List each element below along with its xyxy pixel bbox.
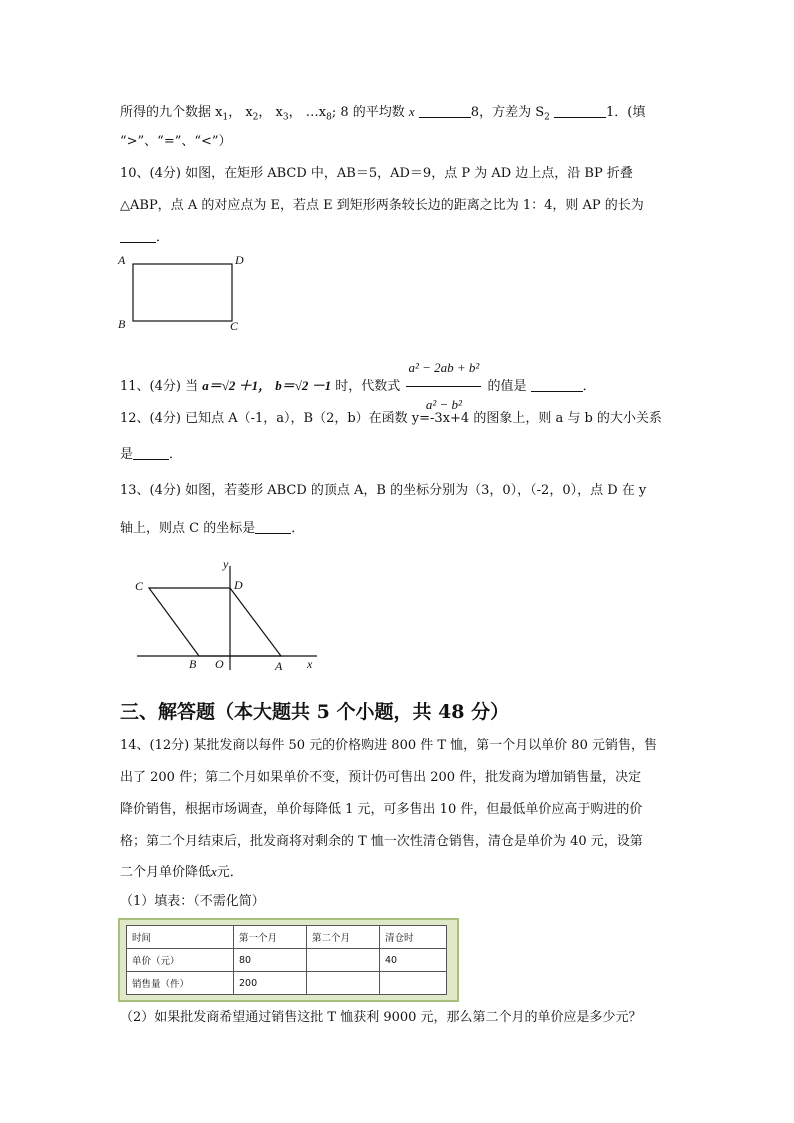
q13-end: ． (291, 521, 305, 536)
q9-sub3: 3 (282, 112, 289, 123)
q12-pre: 是 (120, 447, 134, 462)
q11-post: 的值是 (487, 379, 527, 394)
q9-mean-symbol: x (408, 104, 415, 119)
q14-line5-post: 元． (216, 865, 243, 880)
q11-b-expr: b＝√2 －1 (275, 378, 332, 393)
table-cell-input[interactable] (307, 949, 380, 972)
q9-sub2: 2 (252, 112, 259, 123)
q10-blank[interactable] (120, 228, 156, 243)
q12-blank[interactable] (133, 445, 169, 460)
q9-line1 (120, 102, 645, 128)
rhombus-abcd (149, 588, 281, 656)
table-row (127, 972, 447, 995)
q14-line3: 降价销售，根据市场调查，单价每降低 1 元，可多售出 10 件，但最低单价应高于购进的价 (120, 802, 643, 817)
table-row (127, 949, 447, 972)
label-d: D (235, 253, 244, 267)
q9-text-c1: ， x (228, 105, 253, 120)
label-b: B (189, 657, 197, 671)
table-cell-input[interactable] (307, 972, 380, 995)
q11-mid: 时，代数式 (335, 379, 401, 394)
label-d: D (234, 578, 243, 592)
label-o: O (215, 657, 224, 671)
q10-line3 (120, 228, 169, 248)
q11-blank[interactable] (531, 377, 583, 392)
q9-sub-s: 2 (544, 112, 550, 123)
label-x: x (307, 657, 313, 671)
label-y: y (223, 557, 229, 571)
q9-sub8: 8 (326, 112, 332, 123)
q14-line4: 格；第二个月结束后，批发商将对剩余的 T 恤一次性清仓销售，清仓是单价为 40 元，设第 (120, 834, 643, 849)
label-a: A (275, 659, 283, 673)
q9-blank-1[interactable] (419, 103, 471, 118)
q13-blank[interactable] (255, 519, 291, 534)
q11-denominator: a² − b² (425, 397, 462, 412)
q10-end: ． (156, 230, 170, 245)
rectangle-abcd (133, 264, 232, 321)
q14-line5-pre: 二个月单价降低 (120, 865, 212, 880)
q14-line2: 出了 200 件；第二个月如果单价不变，预计仍可售出 200 件，批发商为增加销售量，决定 (120, 770, 642, 785)
table-header-cell: 第一个月 (234, 926, 307, 949)
q11-a-expr: a＝√2 ＋1， (202, 378, 272, 393)
q14-var-x: x (211, 864, 217, 879)
q12-line1: 12、(4分) 已知点 A（-1，a），B（2，b）在函数 y=-3x+4 的图象上，则 a 与 b 的大小关系 (120, 411, 662, 426)
table-cell: 单价（元） (127, 949, 234, 972)
q9-sub1: 1 (222, 112, 229, 123)
table-cell-input[interactable] (380, 972, 447, 995)
label-a: A (118, 253, 126, 267)
q14-fill-table (126, 925, 447, 995)
q11-numerator: a² − 2ab + b² (406, 350, 481, 387)
section-3-heading: 三、解答题（本大题共 5 个小题，共 48 分） (120, 701, 510, 723)
q9-blank-2[interactable] (554, 103, 606, 118)
table-cell: 80 (234, 949, 307, 972)
q12-line2 (120, 445, 182, 465)
q13-line1: 13、(4分) 如图，若菱形 ABCD 的顶点 A，B 的坐标分别为（3，0），（-2，0），点 D 在 y (120, 483, 647, 498)
q12-end: ． (169, 447, 183, 462)
label-c: C (135, 579, 144, 593)
table-cell: 40 (380, 949, 447, 972)
q11-pre: 11、(4分) 当 (120, 379, 199, 394)
q13-line2 (120, 519, 304, 539)
table-header-row (127, 926, 447, 949)
label-c: C (230, 319, 239, 333)
label-b: B (118, 317, 126, 331)
q10-line1: 10、(4分) 如图，在矩形 ABCD 中，AB＝5，AD＝9，点 P 为 AD 边上点，沿 BP 折叠 (120, 166, 633, 181)
q10-line2: △ABP，点 A 的对应点为 E，若点 E 到矩形两条较长边的距离之比为 1：4，则 AP 的长为 (120, 198, 644, 213)
q9-line2: “>”、“=”、“<”） (120, 134, 232, 149)
q14-part1: （1）填表：（不需化简） (120, 894, 265, 909)
q13-pre: 轴上，则点 C 的坐标是 (120, 521, 256, 536)
q14-line1: 14、(12分) 某批发商以每件 50 元的价格购进 800 件 T 恤，第一个月以单价 80 元销售，售 (120, 738, 657, 753)
q9-text-c3: ， …x (288, 105, 327, 120)
table-header-cell: 时间 (127, 926, 234, 949)
q13-rhombus-figure (125, 552, 330, 674)
q9-text-after2: 1．(填 (605, 105, 646, 120)
q10-rectangle-figure (115, 250, 255, 334)
table-cell: 200 (234, 972, 307, 995)
table-cell: 销售量（件） (127, 972, 234, 995)
q9-text-c2: ， x (258, 105, 283, 120)
q14-line5 (120, 862, 243, 883)
q9-text-pre: 所得的九个数据 x (120, 105, 223, 120)
q11-end: ． (582, 379, 596, 394)
table-header-cell: 第二个月 (307, 926, 380, 949)
q9-text-mid: ; 8 的平均数 (331, 105, 405, 120)
q14-table-frame (118, 918, 459, 1002)
table-header-cell: 清仓时 (380, 926, 447, 949)
q9-text-after1: 8，方差为 S (470, 105, 545, 120)
q14-part2: （2）如果批发商希望通过销售这批 T 恤获利 9000 元，那么第二个月的单价应是多少元？ (120, 1010, 642, 1025)
